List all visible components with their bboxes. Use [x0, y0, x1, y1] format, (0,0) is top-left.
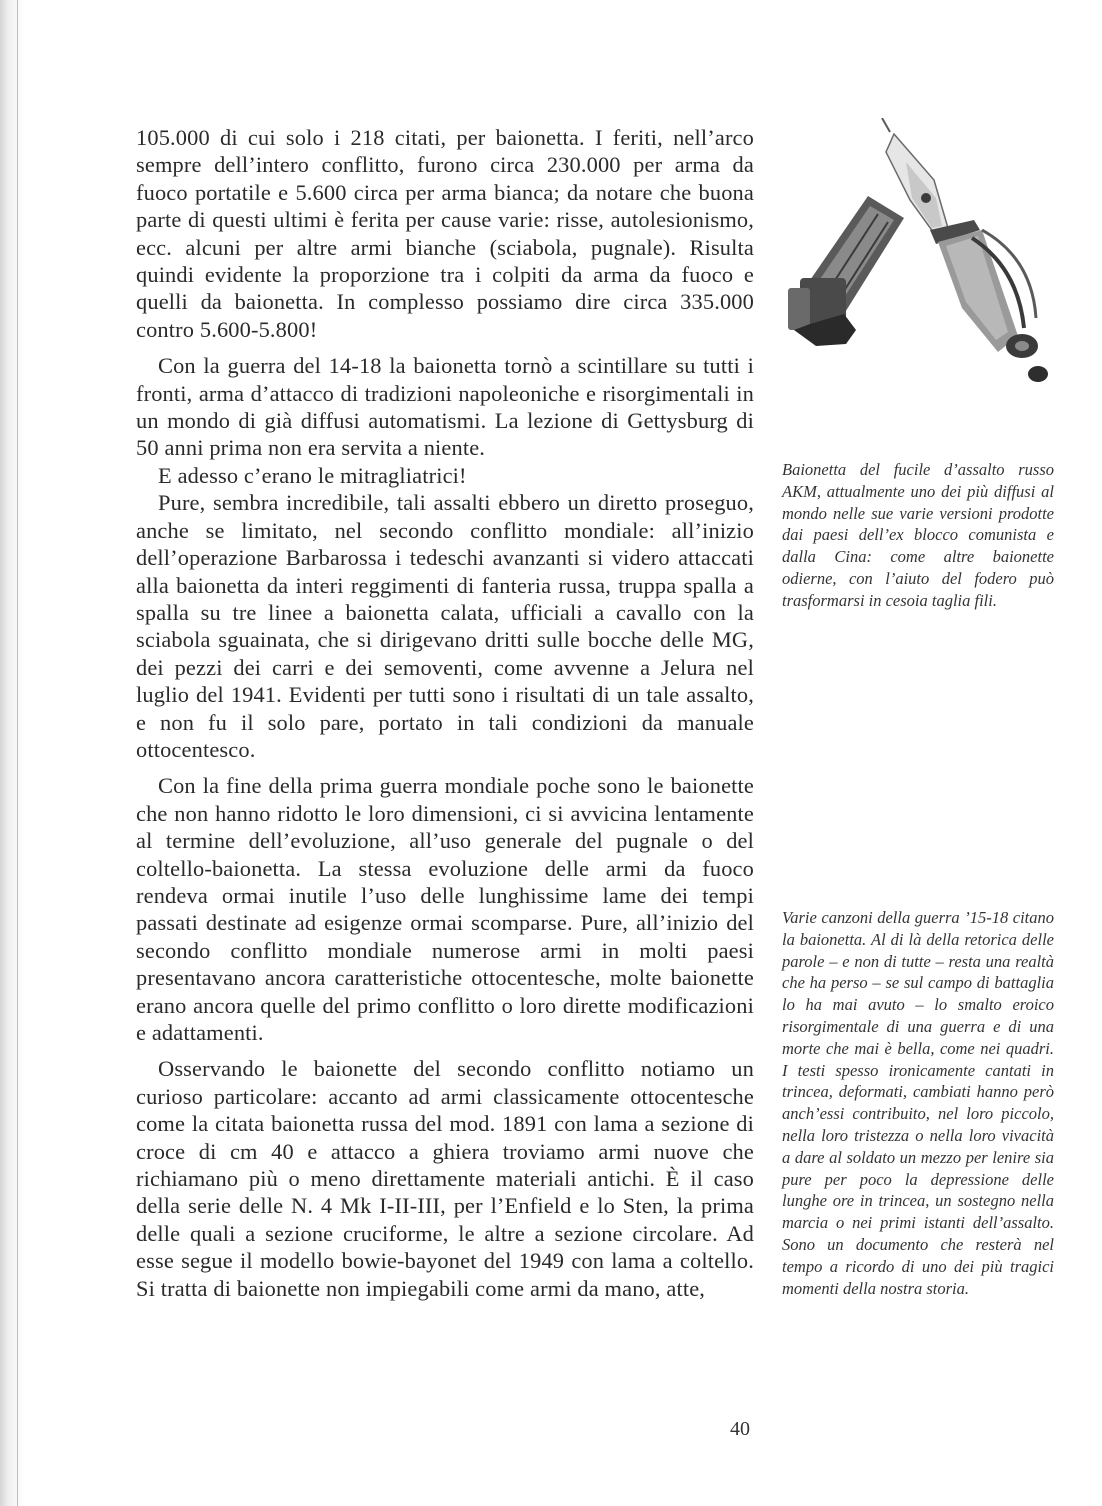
paragraph-4: Pure, sembra incredibile, tali assalti ebbero un diretto proseguo, anche se limitato, nel secondo conflitto mondiale: all’inizio dell’operazione Barbarossa i tedeschi avanzanti si videro attaccati alla baionetta da interi reggimenti di fanteria russa, truppa spalla a spalla su tre linee a baionetta calata, ufficiali a cavallo con la sciabola sguainata, che si dirigevano dritti sulle bocche delle MG, dei pezzi dei carri e dei semoventi, come avvenne a Jelura nel luglio del 1941. Evidenti per tutti sono i risultati di un tale assalto, e non fu il solo pare, portato in tali condizioni da manuale ottocentesco.	[136, 490, 754, 762]
handle-shape	[930, 220, 1048, 382]
paragraph-3: E adesso c’erano le mitragliatrici!	[158, 462, 467, 488]
paragraph-1: 105.000 di cui solo i 218 citati, per baionetta. I feriti, nell’arco sempre dell’intero conflitto, furono circa 230.000 per arma da fuoco portatile e 5.600 circa per arma bianca; da notare che buona parte di questi ultimi è ferita per cause varie: risse, autolesionismo, ecc. alcuni per altre armi bianche (sciabola, pugnale). Risulta quindi evidente la proporzione tra i colpiti da arma da fuoco e quelli da baionetta. In complesso possiamo dire circa 335.000 contro 5.600-5.800!	[136, 125, 754, 342]
paragraph-2: Con la guerra del 14-18 la baionetta tornò a scintillare su tutti i fronti, arma d’attacco di tradizioni napoleoniche e risorgimentali in un mondo di già diffusi automatismi. La lezione di Gettysburg di 50 anni prima non era servita a niente.	[136, 353, 754, 461]
photo-caption-akm: Baionetta del fucile d’assalto russo AKM, attualmente uno dei più diffusi al mondo nelle sue varie versioni prodotte dai paesi dell’ex blocco comunista e dalla Cina: come altre baionette odierne, con l’aiuto del fodero può trasformarsi in cesoia taglia fili.	[782, 460, 1054, 610]
page-number: 40	[730, 1418, 750, 1440]
paragraph-6: Osservando le baionette del secondo conflitto notiamo un curioso particolare: accanto ad armi classicamente ottocentesche come la citata baionetta russa del mod. 1891 con lama a sezione di croce di cm 40 e attacco a ghiera troviamo armi nuove che richiamano più o meno direttamente materiali antichi. È il caso della serie delle N. 4 Mk I-II-III, per l’Enfield e lo Sten, la prima delle quali a sezione cruciforme, le altre a sezione circolare. Ad esse segue il modello bowie-bayonet del 1949 con lama a coltello. Si tratta di baionette non impiegabili come armi da mano, atte,	[136, 1056, 754, 1301]
paragraph-5: Con la fine della prima guerra mondiale poche sono le baionette che non hanno ridotto le loro dimensioni, ci si avvicina lentamente al termine dell’evoluzione, all’uso generale del pugnale o del coltello-baionetta. La stessa evoluzione delle armi da fuoco rendeva ormai inutile l’uso delle lunghissime lame dei tempi passati destinate ad esigenze ormai scomparse. Pure, all’inizio del secondo conflitto mondiale numerose armi in molti paesi presentavano ancora caratteristiche ottocentesche, molte baionette erano ancora quelle del primo conflitto o loro dirette modificazioni e adattamenti.	[136, 773, 754, 1045]
sidebar-caption-songs: Varie canzoni della guerra ’15-18 citano la baionetta. Al di là della retorica delle parole – e non di tutte – resta una realtà che ha perso – se sul campo di battaglia lo ha mai avuto – lo smalto eroico risorgimentale di una guerra e di una morte che mai è bella, come nei quadri. I testi spesso ironicamente cantati in trincea, deformati, cambiati hanno però anch’essi contribuito, nel loro piccolo, nella loro tristezza o nella loro vivacità a dare al soldato un mezzo per lenire sia pure per poco la depressione delle lunghe ore in trincea, un sostegno nella marcia o nei primi istanti dell’assalto. Sono un documento che resterà nel tempo a ricordo di uno dei più tragici momenti della nostra storia.	[782, 908, 1054, 1298]
akm-bayonet-photo	[786, 118, 1062, 398]
gutter-line	[17, 0, 18, 1506]
body-text-column	[136, 124, 754, 1302]
page-gutter-shadow	[0, 0, 24, 1506]
scabbard-shape	[788, 196, 904, 346]
